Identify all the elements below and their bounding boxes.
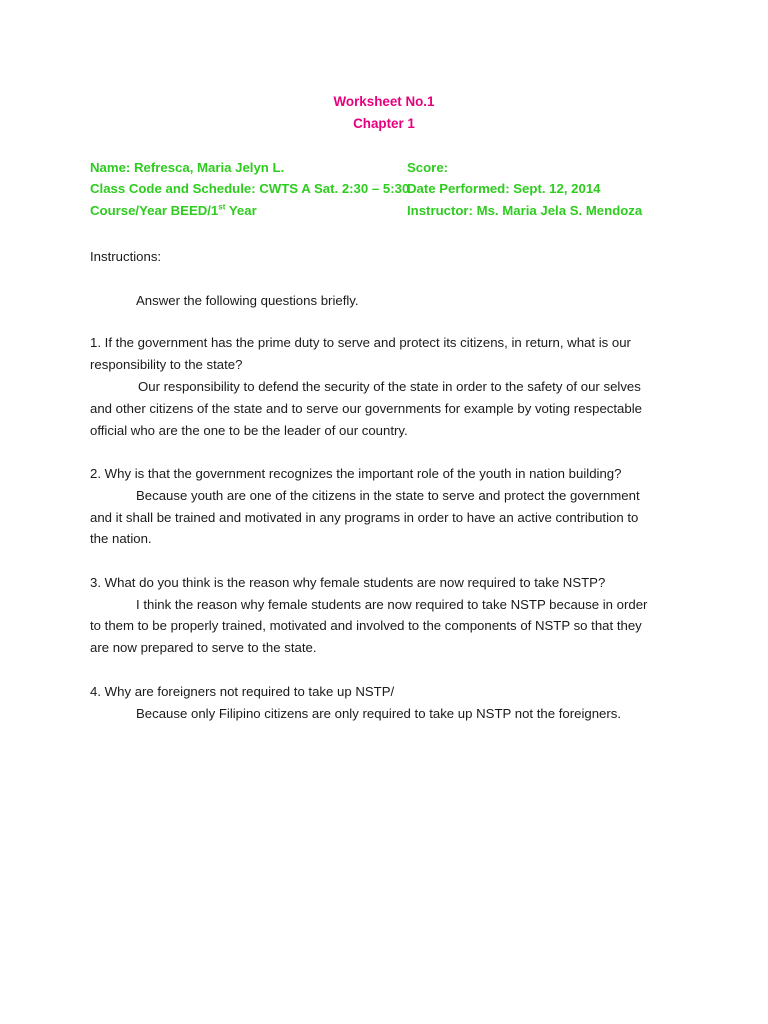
course-year-prefix: Course/Year BEED/1	[90, 203, 219, 218]
question-1-line-1: 1. If the government has the prime duty to serve and protect its citizens, in return, what is our	[90, 335, 631, 350]
question-3-line-1: 3. What do you think is the reason why female students are now required to take NSTP?	[90, 575, 606, 590]
question-1-line-2: responsibility to the state?	[90, 357, 243, 372]
student-name: Name: Refresca, Maria Jelyn L.	[90, 160, 285, 175]
course-year-ordinal: st	[218, 202, 226, 212]
answer-2-line-2: and it shall be trained and motivated in any programs in order to have an active contribution to	[90, 510, 639, 525]
answer-2-line-1: Because youth are one of the citizens in the state to serve and protect the government	[136, 488, 640, 503]
course-year	[90, 203, 257, 218]
answer-3-line-3: are now prepared to serve to the state.	[90, 640, 317, 655]
answer-1-line-2: and other citizens of the state and to serve our governments for example by voting respectable	[90, 401, 642, 416]
class-code-schedule: Class Code and Schedule: CWTS A Sat. 2:30 – 5:30	[90, 181, 410, 196]
question-4-line-1: 4. Why are foreigners not required to take up NSTP/	[90, 684, 395, 699]
answer-1-line-1: Our responsibility to defend the security of the state in order to the safety of our selves	[138, 379, 641, 394]
course-year-suffix: Year	[225, 203, 257, 218]
instructions-text: Answer the following questions briefly.	[136, 293, 359, 308]
answer-2-line-3: the nation.	[90, 531, 152, 546]
question-2-line-1: 2. Why is that the government recognizes the important role of the youth in nation building?	[90, 466, 622, 481]
worksheet-title: Worksheet No.1	[333, 94, 435, 109]
answer-3-line-1: I think the reason why female students are now required to take NSTP because in order	[136, 597, 648, 612]
answer-1-line-3: official who are the one to be the leader of our country.	[90, 423, 408, 438]
chapter-title: Chapter 1	[353, 116, 415, 131]
instructor-name: Instructor: Ms. Maria Jela S. Mendoza	[407, 203, 643, 218]
date-performed: Date Performed: Sept. 12, 2014	[407, 181, 601, 196]
instructions-label: Instructions:	[90, 249, 162, 264]
answer-4-line-1: Because only Filipino citizens are only required to take up NSTP not the foreigners.	[136, 706, 622, 721]
answer-3-line-2: to them to be properly trained, motivated and involved to the components of NSTP so that they	[90, 618, 642, 633]
score-label: Score:	[407, 160, 449, 175]
